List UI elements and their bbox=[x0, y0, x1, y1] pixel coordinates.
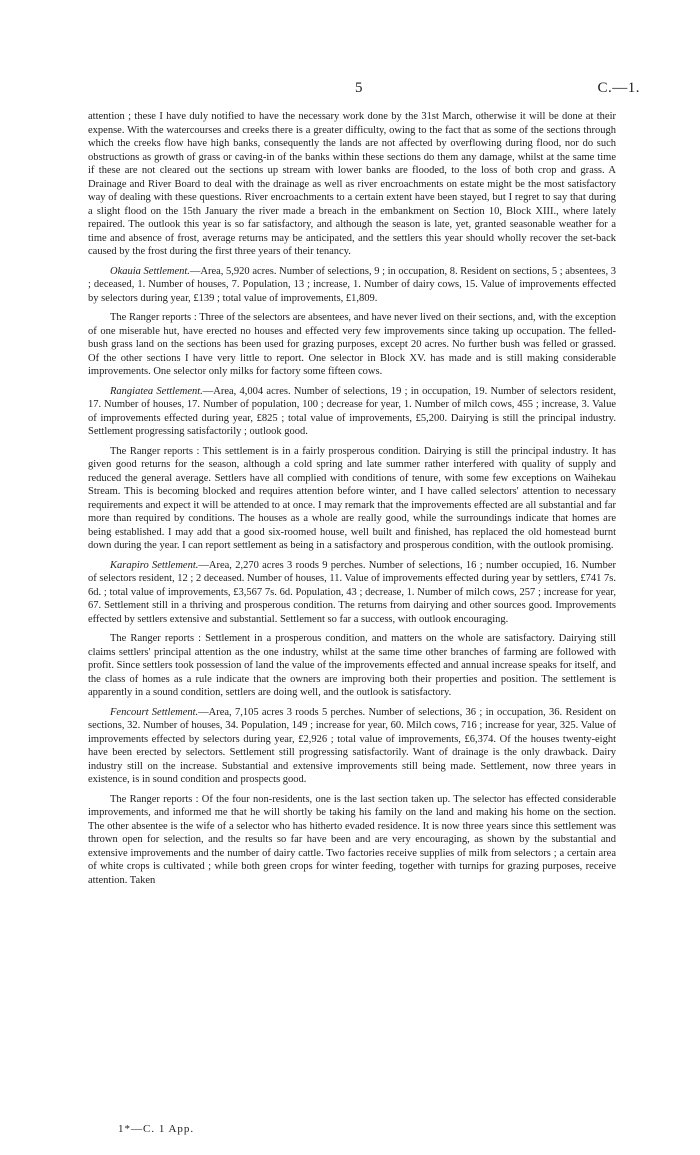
body-text bbox=[88, 110, 616, 893]
document-reference: C.—1. bbox=[597, 80, 640, 96]
settlement-name: Okauia Settlement. bbox=[110, 265, 190, 277]
settlement-name: Karapiro Settlement. bbox=[110, 559, 199, 571]
paragraph-fencourt-ranger-report: The Ranger reports : Of the four non-residents, one is the last section taken up. The selector has effected considerable improvements, and informed me that he will shortly be taking his family on the land and making his home on the section. The other absentee is the wife of a selector who has hitherto evaded residence. It is now three years since this settlement was thrown open for selection, and the results so far have been and are very encouraging, as shown by the substantial and extensive improvements and the number of dairy cattle. Two factories receive supplies of milk from selectors ; a certain area of white crops is cultivated ; while both green crops for winter feeding, together with turnips for grazing purposes, receive attention. Taken bbox=[88, 793, 616, 886]
paragraph-rangiatea-settlement: Rangiatea Settlement.—Area, 4,004 acres. Number of selections, 19 ; in occupation, 19. Number of selectors resident, 17. Number of houses, 17. Number of population, 100 ; decrease for year, 1. Number of milch cows, 455 ; increase, 3. Value of improvements effected during year, £825 ; total value of improvements, £5,200. Dairying is still the principal industry. Settlement progressing satisfactorily ; outlook good. bbox=[88, 385, 616, 437]
settlement-name: Fencourt Settlement. bbox=[110, 706, 199, 718]
paragraph-rangiatea-ranger-report: The Ranger reports : This settlement is in a fairly prosperous condition. Dairying is still the principal industry. It has given good returns for the season, although a cold spring and late summer rather interfered with quality of supply and reduced the general average. Settlers have all complied with conditions of tenure, with some few exceptions on Waihekau Stream. This is becoming blocked and requires attention before winter, and I have called selectors' attention to necessary requirements and expect it will be attended to at once. I may remark that the improvements effected are all substantial and far more than required by conditions. The houses as a whole are really good, while the surroundings indicate that homes are being established. I may add that a good six-roomed house, well built and finished, has replaced the old homestead burnt down during the year. I can report settlement as being in a satisfactory and prosperous condition, with the outlook promising. bbox=[88, 445, 616, 551]
page-footer-signature: 1*—C. 1 App. bbox=[118, 1123, 195, 1135]
paragraph-karapiro-settlement: Karapiro Settlement.—Area, 2,270 acres 3 roods 9 perches. Number of selections, 16 ; number occupied, 16. Number of selectors resident, 12 ; 2 deceased. Number of houses, 11. Value of improvements effected during year by settlers, £741 7s. 6d. ; total value of improvements, £3,567 7s. 6d. Population, 43 ; decrease, 1. Number of milch cows, 257 ; increase for year, 67. Settlement still in a thriving and prosperous condition. The returns from dairying and other sources good. Improvements effected by settlers extensive and substantial. Settlement so far a success, with outlook encouraging. bbox=[88, 559, 616, 625]
page-header bbox=[0, 80, 700, 104]
paragraph-okauia-ranger-report: The Ranger reports : Three of the selectors are absentees, and have never lived on their sections, and, with the exception of one miserable hut, have erected no houses and effected very few improvements since taking up occupation. The felled-bush grass land on the sections has been used for grazing purposes, except 20 acres. No further bush was felled or grassed. Of the other sections I have very little to report. One selector in Block XV. has made and is still making considerable improvements. One selector only milks for factory some fifteen cows. bbox=[88, 312, 616, 377]
paragraph-continuation: attention ; these I have duly notified to have the necessary work done by the 31st March, otherwise it will be done at their expense. With the watercourses and creeks there is a greater difficulty, owing to the fact that as some of the sections through which the creeks flow have high banks, consequently the lands are not affected by overflowing during flood, nor do such obstructions as growth of grass or caving-in of the banks within these sections do them any damage, whilst at the same time if these are not cleared out the sections up stream with lower banks are flooded, to the loss of both crop and grass. A Drainage and River Board to deal with the drainage as well as river encroachments on estate might be the most satisfactory way of dealing with these questions. River encroachments to a certain extent have been stayed, but I regret to say that during a slight flood on the 15th January the river made a breach in the embankment on Section 10, Block XIII., where lately repaired. The outlook this year is so far satisfactory, and although the season is late, yet, granted seasonable weather for a time and absence of frost, average returns may be anticipated, and the settlers this year should wholly recover the set-back caused by the frost during the first three years of their tenancy. bbox=[88, 111, 616, 257]
page-number: 5 bbox=[355, 80, 363, 96]
paragraph-okauia-settlement: Okauia Settlement.—Area, 5,920 acres. Number of selections, 9 ; in occupation, 8. Resident on sections, 5 ; absentees, 3 ; deceased, 1. Number of houses, 7. Population, 13 ; increase, 1. Number of dairy cows, 15. Value of improvements effected by selectors during year, £139 ; total value of improvements, £1,809. bbox=[88, 265, 616, 304]
settlement-name: Rangiatea Settlement. bbox=[110, 385, 203, 397]
paragraph-fencourt-settlement: Fencourt Settlement.—Area, 7,105 acres 3 roods 5 perches. Number of selections, 36 ; in occupation, 36. Resident on sections, 32. Number of houses, 34. Population, 149 ; increase for year, 60. Milch cows, 716 ; increase for year, 325. Value of improvements effected by selectors during year, £2,926 ; total value of improvements, £6,374. Of the houses twenty-eight have been erected by selectors. Settlement still progressing satisfactorily. Want of drainage is the only drawback. Dairy industry still on the increase. Substantial and extensive improvements still being made. Settlement, now three years in existence, is in sound condition and prospects good. bbox=[88, 706, 616, 785]
paragraph-karapiro-ranger-report: The Ranger reports : Settlement in a prosperous condition, and matters on the whole are satisfactory. Dairying still claims settlers' principal attention as the one industry, whilst at the same time other branches of farming are followed with profit. Since settlers took possession of land the value of the improvements effected and annual increase speaks for itself, and the class of homes as a rule indicate that the owners are improving both their properties and position. The settlement is apparently in a sound condition, settlers are doing well, and the outlook is satisfactory. bbox=[88, 633, 616, 698]
